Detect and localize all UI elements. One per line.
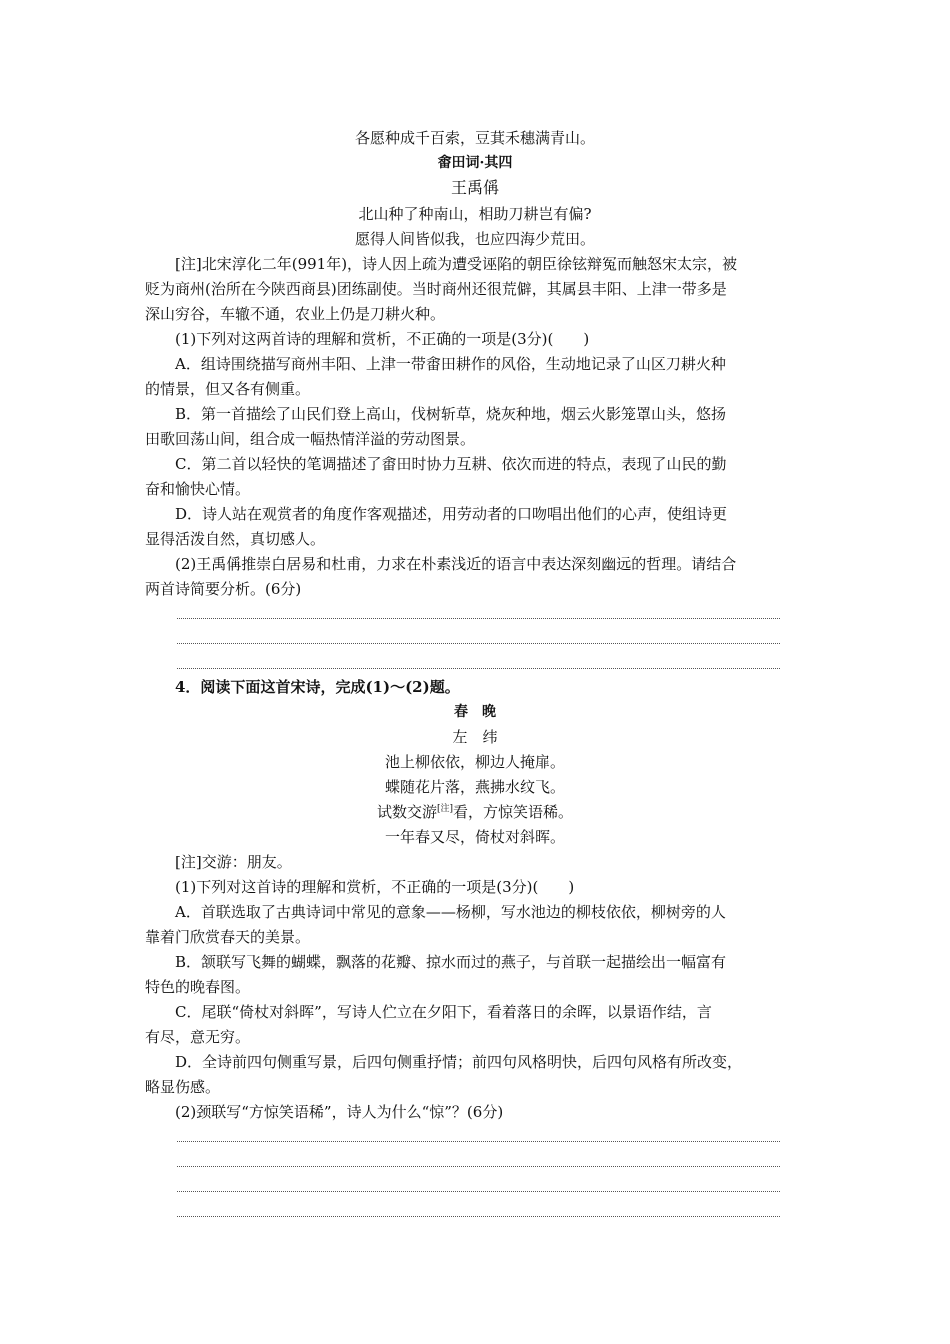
poem2-line-2: 愿得人间皆似我，也应四海少荒田。 (354, 230, 595, 248)
q4-option-c: C．尾联“倚杖对斜晖”，写诗人伫立在夕阳下，看着落日的余晖，以景语作结，言 (175, 1003, 712, 1021)
note1-line-3: 深山穷谷，车辙不通，农业上仍是刀耕火种。 (145, 305, 446, 323)
q4-option-d: D．全诗前四句侧重写景，后四句侧重抒情；前四句风格明快，后四句风格有所改变， (175, 1053, 743, 1071)
q3-option-a: A．组诗围绕描写商州丰阳、上津一带畬田耕作的风俗，生动地记录了山区刀耕火种 (175, 355, 726, 373)
poem2-title: 畬田词·其四 (437, 155, 513, 171)
q3-option-c: C．第二首以轻快的笔调描述了畬田时协力互耕、依次而进的特点，表现了山民的勤 (175, 455, 727, 473)
q4-option-a-cont: 靠着门欣赏春天的美景。 (145, 928, 311, 946)
poem2-line-1: 北山种了种南山，相助刀耕岂有偏? (358, 205, 592, 223)
answer-line (177, 618, 780, 619)
q4-poem-title: 春 晚 (454, 704, 496, 720)
answer-line (177, 1166, 780, 1167)
q4-poem-line-1: 池上柳依依，柳边人掩扉。 (384, 753, 565, 771)
q3-option-b-cont: 田歌回荡山间，组合成一幅热情洋溢的劳动图景。 (145, 430, 476, 448)
q4-author: 左 纬 (452, 728, 498, 746)
q4-note: [注]交游：朋友。 (175, 853, 292, 871)
answer-line (177, 1141, 780, 1142)
q3-option-a-cont: 的情景，但又各有侧重。 (145, 380, 311, 398)
q3-sub2-cont: 两首诗简要分析。(6分) (145, 580, 302, 598)
q4-option-a: A．首联选取了古典诗词中常见的意象——杨柳，写水池边的柳枝依依，柳树旁的人 (175, 903, 726, 921)
q3-option-d: D．诗人站在观赏者的角度作客观描述，用劳动者的口吻唱出他们的心声，使组诗更 (175, 505, 728, 523)
q3-option-c-cont: 奋和愉快心情。 (145, 480, 251, 498)
q3-sub1: (1)下列对这两首诗的理解和赏析，不正确的一项是(3分)( ) (175, 330, 590, 348)
footnote-marker: [注] (436, 804, 454, 814)
answer-line (177, 668, 780, 669)
poem1-last-line: 各愿种成千百索，豆萁禾穗满青山。 (354, 129, 595, 147)
q4-sub2: (2)颈联写“方惊笑语稀”，诗人为什么“惊”？(6分) (175, 1103, 504, 1121)
q3-option-b: B．第一首描绘了山民们登上高山，伐树斩草，烧灰种地，烟云火影笼罩山头，悠扬 (175, 405, 727, 423)
q4-option-b-cont: 特色的晚春图。 (145, 978, 251, 996)
q4-option-c-cont: 有尽，意无穷。 (145, 1028, 251, 1046)
q4-heading: 4．阅读下面这首宋诗，完成(1)～(2)题。 (175, 678, 460, 696)
note1-line-1: [注]北宋淳化二年(991年)，诗人因上疏为遭受诬陷的朝臣徐铉辩冤而触怒宋太宗，被 (175, 255, 738, 273)
q4-poem-line-2: 蝶随花片落，燕拂水纹飞。 (384, 778, 565, 796)
answer-line (177, 1216, 780, 1217)
note-label: [注] (175, 853, 202, 871)
q4-poem-line-3: 试数交游[注]看，方惊笑语稀。 (376, 803, 574, 821)
poem2-author: 王禹偁 (450, 178, 499, 197)
q4-option-d-cont: 略显伤感。 (145, 1078, 221, 1096)
q3-sub2: (2)王禹偁推崇白居易和杜甫，力求在朴素浅近的语言中表达深刻幽远的哲理。请结合 (175, 555, 737, 573)
q3-option-d-cont: 显得活泼自然，真切感人。 (145, 530, 326, 548)
q4-option-b: B．颔联写飞舞的蝴蝶，飘落的花瓣、掠水而过的燕子，与首联一起描绘出一幅富有 (175, 953, 727, 971)
answer-line (177, 643, 780, 644)
answer-line (177, 1191, 780, 1192)
q4-poem-line-4: 一年春又尽，倚杖对斜晖。 (384, 828, 565, 846)
note-label: [注] (175, 255, 202, 273)
note1-line-2: 贬为商州(治所在今陕西商县)团练副使。当时商州还很荒僻，其属县丰阳、上津一带多是 (145, 280, 727, 298)
q4-sub1: (1)下列对这首诗的理解和赏析，不正确的一项是(3分)( ) (175, 878, 575, 896)
